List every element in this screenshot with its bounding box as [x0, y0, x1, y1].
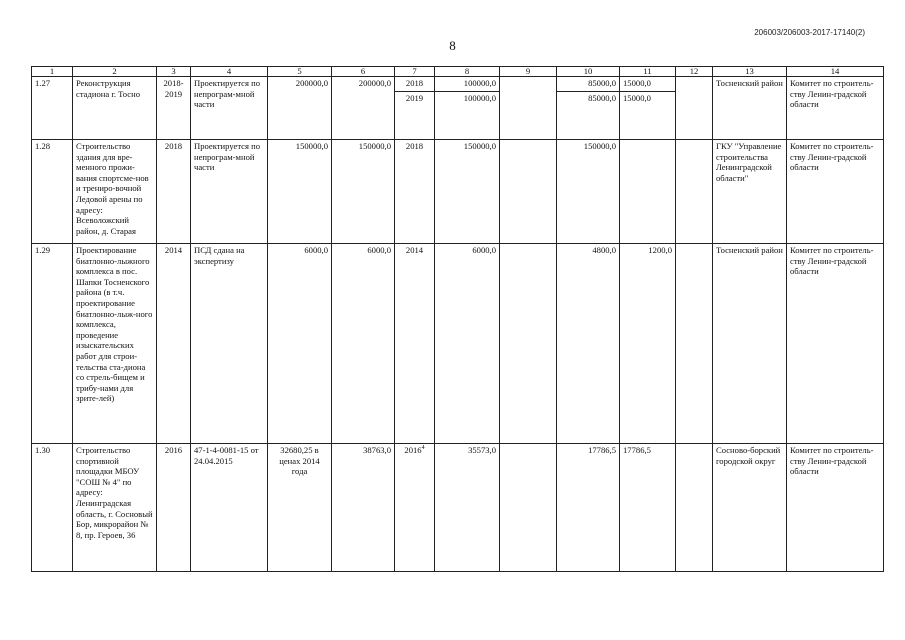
column-header: 8	[435, 67, 500, 77]
column-header: 11	[620, 67, 676, 77]
year-value: 6000,0	[435, 244, 500, 444]
column-header: 14	[787, 67, 884, 77]
column-header: 5	[268, 67, 332, 77]
program-table	[31, 66, 884, 572]
col-10: 150000,0	[557, 140, 620, 244]
year: 2018	[395, 140, 435, 244]
total-cost: 6000,0	[332, 244, 395, 444]
executor: Сосново-борский городской округ	[713, 444, 787, 572]
col-10: 17786,5	[557, 444, 620, 572]
years-cell: 2018 2019	[395, 77, 435, 140]
column-header: 7	[395, 67, 435, 77]
column-header: 6	[332, 67, 395, 77]
row-number: 1.30	[32, 444, 73, 572]
object-name: Строительство здания для вре-менного прожи-вания спортсме-нов и трениро-вочной Ледовой арены по адресу: Всеволожский район, д. Старая	[73, 140, 157, 244]
total-cost: 150000,0	[332, 140, 395, 244]
committee: Комитет по строитель-ству Ленин-градской области	[787, 444, 884, 572]
row-number: 1.27	[32, 77, 73, 140]
column-header: 1	[32, 67, 73, 77]
footnote-mark: 4	[421, 445, 425, 452]
col-9	[500, 444, 557, 572]
year-value: 150000,0	[435, 140, 500, 244]
committee: Комитет по строитель-ству Ленин-градской области	[787, 140, 884, 244]
col-11: 17786,5	[620, 444, 676, 572]
page-number: 8	[449, 38, 456, 53]
period: 2018-2019	[157, 77, 191, 140]
table-row	[32, 244, 884, 444]
period: 2018	[157, 140, 191, 244]
estimated-cost: 32680,25 в ценах 2014 года	[268, 444, 332, 572]
column-header: 12	[676, 67, 713, 77]
executor: Тосненский район	[713, 244, 787, 444]
row-number: 1.28	[32, 140, 73, 244]
project-doc: 47-1-4-0081-15 от 24.04.2015	[191, 444, 268, 572]
col-9	[500, 244, 557, 444]
estimated-cost: 6000,0	[268, 244, 332, 444]
project-doc: ПСД сдана на экспертизу	[191, 244, 268, 444]
col-12	[676, 444, 713, 572]
object-name: Строительство спортивной площадки МБОУ "СОШ № 4" по адресу: Ленинградская область, г. Сосновый Бор, микрорайон № 8, пр. Героев, 36	[73, 444, 157, 572]
col-11	[620, 140, 676, 244]
year-values-cell: 100000,0 100000,0	[435, 77, 500, 140]
project-doc: Проектируется по непрограм-мной части	[191, 140, 268, 244]
col-11: 1200,0	[620, 244, 676, 444]
year-value: 35573,0	[435, 444, 500, 572]
col-10: 85000,0 85000,0	[557, 77, 620, 140]
year: 2014	[395, 244, 435, 444]
column-header: 4	[191, 67, 268, 77]
executor: Тосненский район	[713, 77, 787, 140]
column-number-row	[32, 67, 884, 77]
total-cost: 200000,0	[332, 77, 395, 140]
col-11: 15000,0 15000,0	[620, 77, 676, 140]
executor: ГКУ "Управление строительства Ленинградской области"	[713, 140, 787, 244]
row-number: 1.29	[32, 244, 73, 444]
table-row	[32, 444, 884, 572]
estimated-cost: 150000,0	[268, 140, 332, 244]
column-header: 2	[73, 67, 157, 77]
object-name: Реконструкция стадиона г. Тосно	[73, 77, 157, 140]
period: 2016	[157, 444, 191, 572]
estimated-cost: 200000,0	[268, 77, 332, 140]
period: 2014	[157, 244, 191, 444]
col-12	[676, 244, 713, 444]
column-header: 13	[713, 67, 787, 77]
committee: Комитет по строитель-ству Ленин-градской области	[787, 244, 884, 444]
document-number: 206003/206003-2017-17140(2)	[754, 28, 865, 37]
col-12	[676, 77, 713, 140]
object-name: Проектирование биатлонно-лыжного комплекса в пос. Шапки Тосненского района (в т.ч. проектирование биатлонно-лыж-ного комплекса, проведение изыскательских работ для строи-тельства ста-диона со стрель-бищем и трибу-нами для зрите-лей)	[73, 244, 157, 444]
table-row	[32, 77, 884, 140]
col-9	[500, 140, 557, 244]
column-header: 9	[500, 67, 557, 77]
total-cost: 38763,0	[332, 444, 395, 572]
col-9	[500, 77, 557, 140]
column-header: 3	[157, 67, 191, 77]
year: 2016$^4$	[395, 444, 435, 572]
col-10: 4800,0	[557, 244, 620, 444]
column-header: 10	[557, 67, 620, 77]
col-12	[676, 140, 713, 244]
table-row	[32, 140, 884, 244]
project-doc: Проектируется по непрограм-мной части	[191, 77, 268, 140]
committee: Комитет по строитель-ству Ленин-градской области	[787, 77, 884, 140]
